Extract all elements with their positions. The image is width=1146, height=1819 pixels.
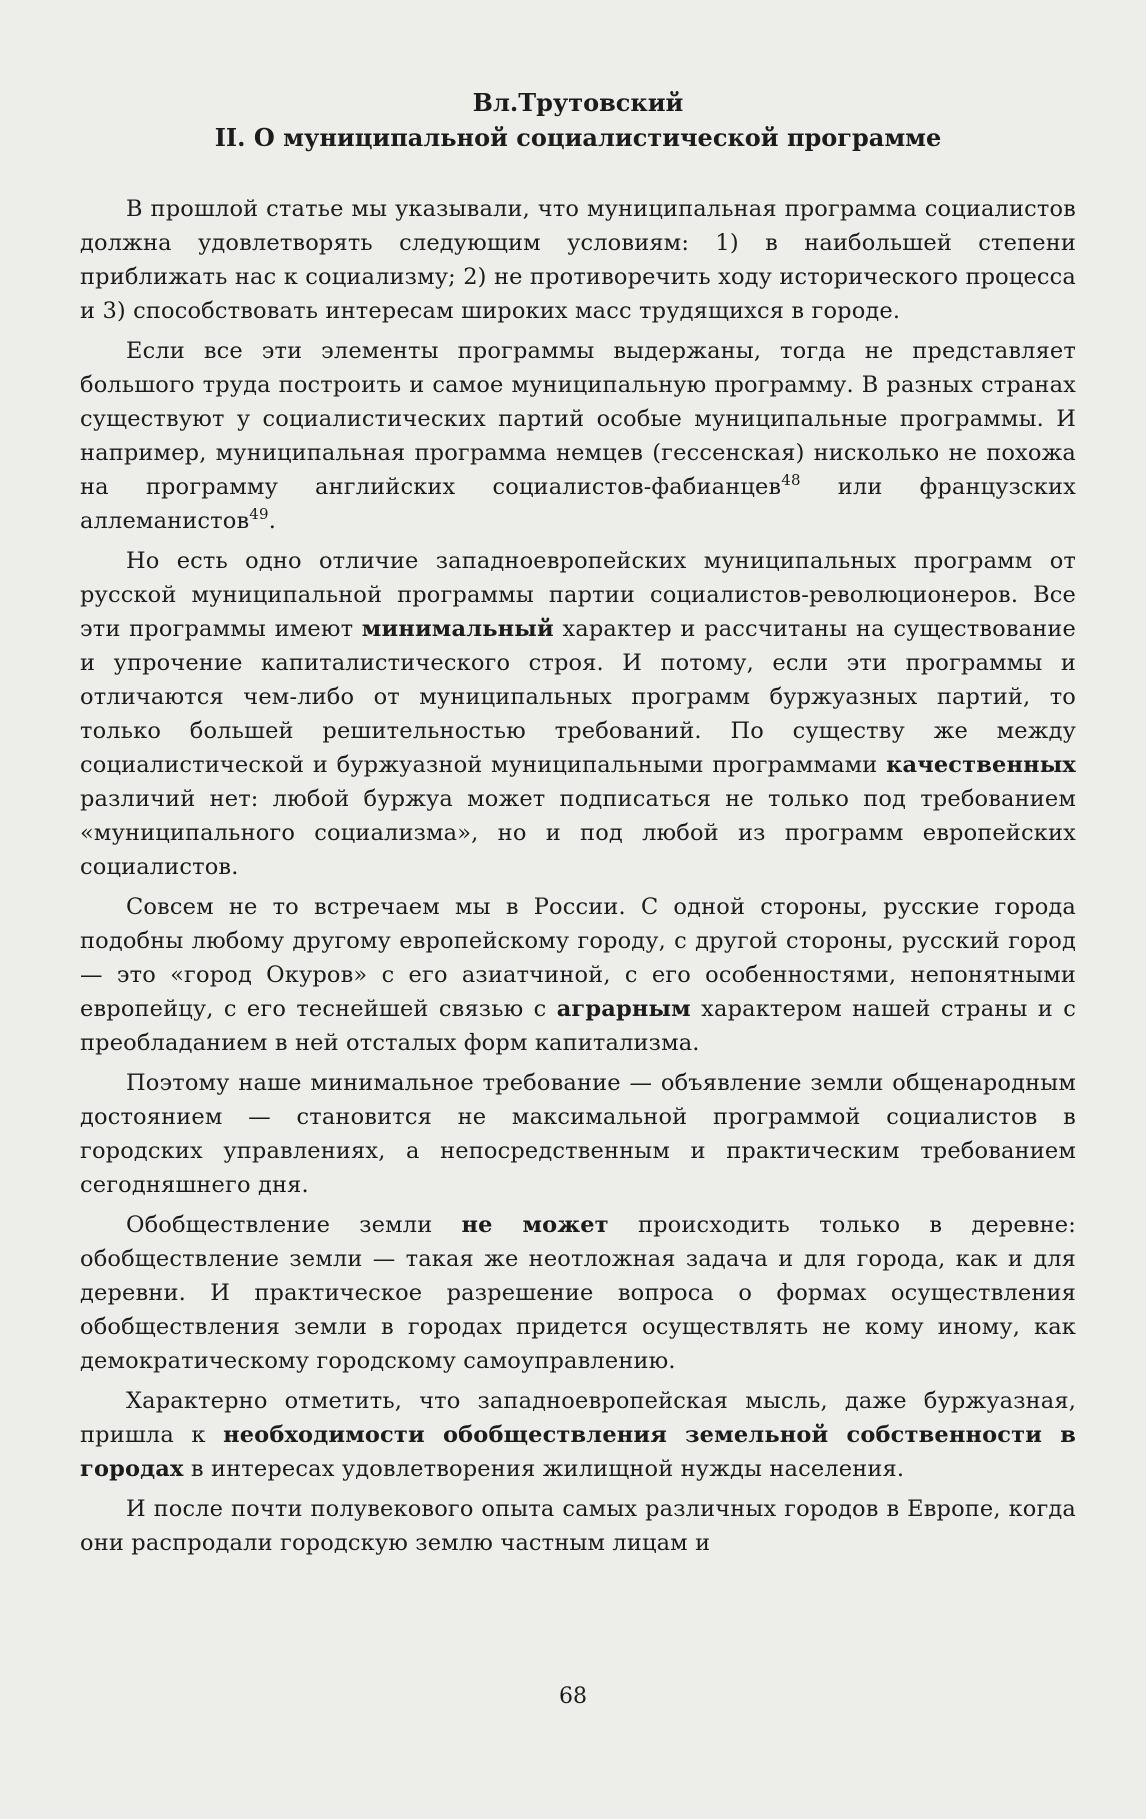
emphasis-cannot: не может xyxy=(461,1212,609,1238)
paragraph-1 xyxy=(80,192,1076,328)
paragraph-3-text-b: характер и рассчитаны на существование и упрочение капиталистического строя. И потому, если эти программы и отличаются чем-либо от муниципальных программ буржуазных партий, то только большей решительностью требований. По существу же между социалистической и буржуазной муниципальными программами xyxy=(80,616,1076,778)
paragraph-8 xyxy=(80,1492,1076,1560)
emphasis-qualitative: качественных xyxy=(886,752,1076,778)
footnote-ref-48: 48 xyxy=(781,471,801,489)
paragraph-2-text-c: . xyxy=(268,508,276,534)
page-number: 68 xyxy=(559,1684,587,1709)
paragraph-8-text: И после почти полувекового опыта самых различных городов в Европе, когда они распродали городскую землю частным лицам и xyxy=(80,1496,1076,1556)
paragraph-2-text-a: Если все эти элементы программы выдержаны, тогда не представляет большого труда построить и самое муниципальную программу. В разных странах существуют у социалистических партий особые муниципальные программы. И например, муниципальная программа немцев (гессенская) нисколько не похожа на программу английских социалистов-фабианцев xyxy=(80,338,1076,500)
paragraph-6-text-b: происходить только в деревне: обобществление земли — такая же неотложная задача и для города, как и для деревни. И практическое разрешение вопроса о формах осуществления обобществления земли в городах придется осуществлять не кому иному, как демократическому городскому самоуправлению. xyxy=(80,1212,1076,1374)
emphasis-necessity: необходимости обобществления земельной собственности в городах xyxy=(80,1422,1076,1482)
paragraph-3-text-a: Но есть одно отличие западноевропейских муниципальных программ от русской муниципальной программы партии социалистов-революционеров. Все эти программы имеют xyxy=(80,548,1076,642)
paragraph-3-text-c: различий нет: любой буржуа может подписаться не только под требованием «муниципального социализма», но и под любой из программ европейских социалистов. xyxy=(80,786,1076,880)
paragraph-6 xyxy=(80,1208,1076,1378)
article-body xyxy=(80,192,1076,1560)
paragraph-7-text-b: в интересах удовлетворения жилищной нужды населения. xyxy=(183,1456,905,1482)
paragraph-3 xyxy=(80,544,1076,884)
article-author: Вл.Трутовский xyxy=(472,88,684,117)
paragraph-4-text-a: Совсем не то встречаем мы в России. С одной стороны, русские города подобны любому другому европейскому городу, с другой стороны, русский город — это «город Окуров» с его азиатчиной, с его особенностями, непонятными европейцу, с его теснейшей связью с xyxy=(80,894,1076,1022)
paragraph-2-text-b: или французских аллеманистов xyxy=(80,474,1076,534)
emphasis-agrarian: аграрным xyxy=(556,996,691,1022)
paragraph-4 xyxy=(80,890,1076,1060)
article-title: II. О муниципальной социалистической программе xyxy=(214,123,942,152)
paragraph-5 xyxy=(80,1066,1076,1202)
emphasis-minimal: минимальный xyxy=(361,616,554,642)
paragraph-4-text-b: характером нашей страны и с преобладанием в ней отсталых форм капитализма. xyxy=(80,996,1076,1056)
paragraph-2 xyxy=(80,334,1076,538)
paragraph-1-text: В прошлой статье мы указывали, что муниципальная программа социалистов должна удовлетворять следующим условиям: 1) в наибольшей степени приближать нас к социализму; 2) не противоречить ходу исторического процесса и 3) способствовать интересам широких масс трудящихся в городе. xyxy=(80,196,1076,324)
paragraph-6-text-a: Обобществление земли xyxy=(126,1212,462,1238)
footnote-ref-49: 49 xyxy=(249,505,269,523)
paragraph-7-text-a: Характерно отметить, что западноевропейская мысль, даже буржуазная, пришла к xyxy=(80,1388,1076,1448)
paragraph-7 xyxy=(80,1384,1076,1486)
paragraph-5-text: Поэтому наше минимальное требование — объявление земли общенародным достоянием — становится не максимальной программой социалистов в городских управлениях, а непосредственным и практическим требованием сегодняшнего дня. xyxy=(80,1070,1076,1198)
